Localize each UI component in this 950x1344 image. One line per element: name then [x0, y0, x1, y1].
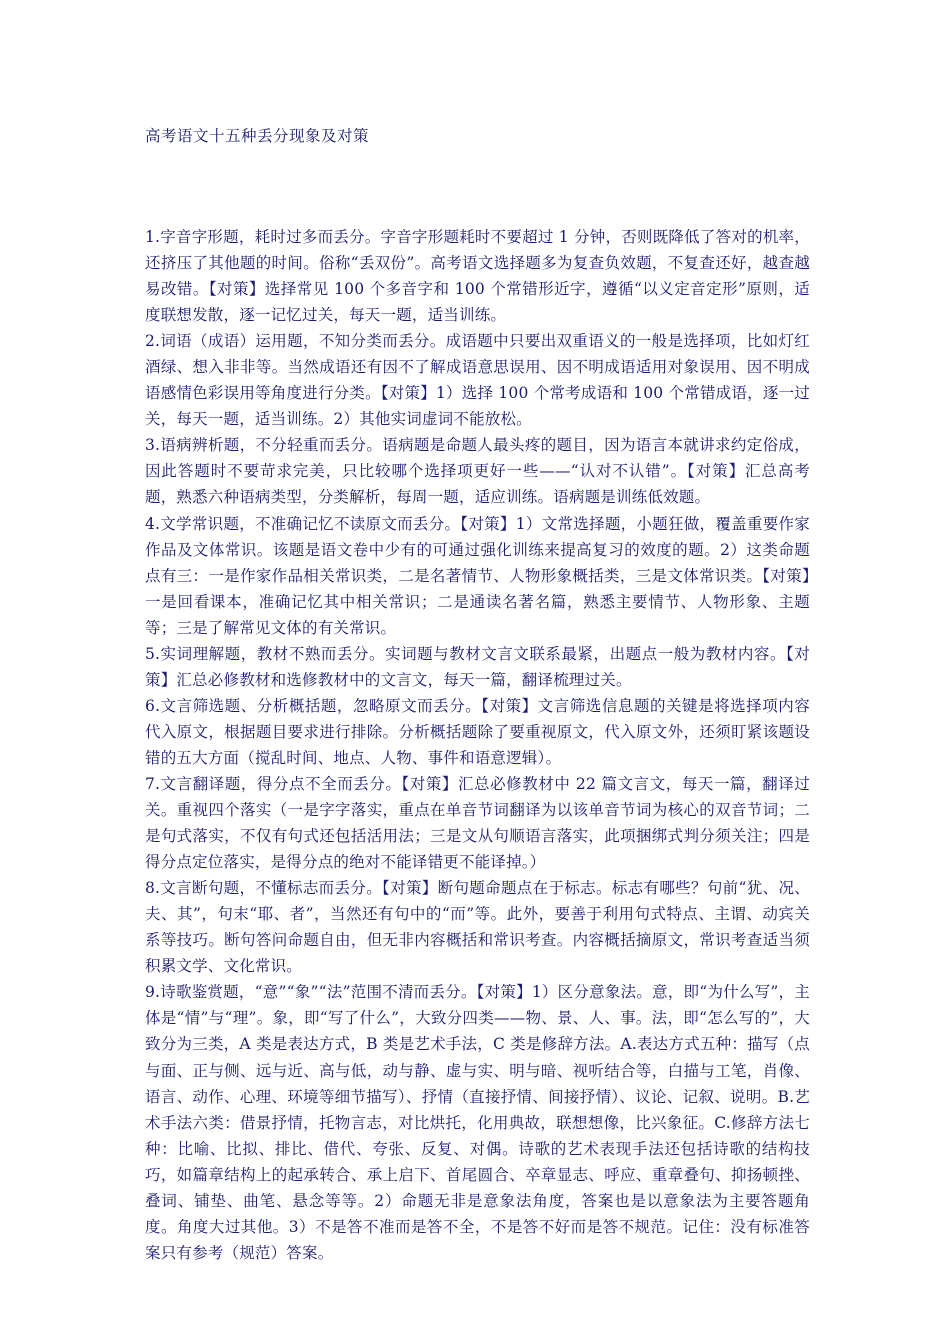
paragraph-9: 9.诗歌鉴赏题，“意”“象”“法”范围不清而丢分。【对策】1）区分意象法。意，即“为什么写”，主体是“情”与“理”。象，即“写了什么”，大致分四类——物、景、人、事。法，即“怎么写的”，大致分为三类，A 类是表达方式，B 类是艺术手法，C 类是修辞方法。A.表达方式五种：描写（点与面、正与侧、远与近、高与低，动与静、虚与实、明与暗、视听结合等，白描与工笔，肖像、语言、动作、心理、环境等细节描写）、抒情（直接抒情、间接抒情）、议论、记叙、说明。B.艺术手法六类：借景抒情，托物言志，对比烘托，化用典故，联想想像，比兴象征。C.修辞方法七种：比喻、比拟、排比、借代、夸张、反复、对偶。诗歌的艺术表现手法还包括诗歌的结构技巧，如篇章结构上的起承转合、承上启下、首尾圆合、卒章显志、呼应、重章叠句、抑扬顿挫、叠词、铺垫、曲笔、悬念等等。2）命题无非是意象法角度，答案也是以意象法为主要答题角度。角度大过其他。3）不是答不准而是答不全，不是答不好而是答不规范。记住：没有标准答案只有参考（规范）答案。	[145, 983, 810, 1262]
paragraph-8: 8.文言断句题，不懂标志而丢分。【对策】断句题命题点在于标志。标志有哪些？句前“犹、况、夫、其”，句末“耶、者”，当然还有句中的“而”等。此外，要善于利用句式特点、主谓、动宾关系等技巧。断句答问命题自由，但无非内容概括和常识考查。内容概括摘原文，常识考查适当须积累文学、文化常识。	[145, 879, 810, 976]
paragraph-1: 1.字音字形题，耗时过多而丢分。字音字形题耗时不要超过 1 分钟，否则既降低了答对的机率，还挤压了其他题的时间。俗称“丢双份”。高考语文选择题多为复查负效题，不复查还好，越查越易改错。【对策】选择常见 100 个多音字和 100 个常错形近字，遵循“以义定音定形”原则，适度联想发散，逐一记忆过关，每天一题，适当训练。	[145, 228, 810, 325]
paragraph-4: 4.文学常识题，不准确记忆不读原文而丢分。【对策】1）文常选择题，小题狂做，覆盖重要作家作品及文体常识。该题是语文卷中少有的可通过强化训练来提高复习的效度的题。2）这类命题点有三：一是作家作品相关常识类，二是名著情节、人物形象概括类，三是文体常识类。【对策】一是回看课本，准确记忆其中相关常识；二是通读名著名篇，熟悉主要情节、人物形象、主题等；三是了解常见文体的有关常识。	[145, 514, 810, 637]
document-title: 高考语文十五种丢分现象及对策	[145, 127, 370, 145]
paragraph-6: 6.文言筛选题、分析概括题，忽略原文而丢分。【对策】文言筛选信息题的关键是将选择项内容代入原文，根据题目要求进行排除。分析概括题除了要重视原文，代入原文外，还须盯紧该题设错的五大方面（搅乱时间、地点、人物、事件和语意逻辑）。	[145, 696, 810, 767]
paragraph-5: 5.实词理解题，教材不熟而丢分。实词题与教材文言文联系最紧，出题点一般为教材内容。【对策】汇总必修教材和选修教材中的文言文，每天一篇，翻译梳理过关。	[145, 644, 810, 689]
paragraph-2: 2.词语（成语）运用题，不知分类而丢分。成语题中只要出双重语义的一般是选择项，比如灯红酒绿、想入非非等。当然成语还有因不了解成语意思误用、因不明成语适用对象误用、因不明成语感情色彩误用等角度进行分类。【对策】1）选择 100 个常考成语和 100 个常错成语，逐一过关，每天一题，适当训练。2）其他实词虚词不能放松。	[145, 332, 810, 429]
paragraph-3: 3.语病辨析题，不分轻重而丢分。语病题是命题人最头疼的题目，因为语言本就讲求约定俗成，因此答题时不要苛求完美，只比较哪个选择项更好一些——“认对不认错”。【对策】汇总高考题，熟悉六种语病类型，分类解析，每周一题，适应训练。语病题是训练低效题。	[145, 436, 810, 507]
document-body	[145, 224, 810, 1266]
paragraph-7: 7.文言翻译题，得分点不全而丢分。【对策】汇总必修教材中 22 篇文言文，每天一篇，翻译过关。重视四个落实（一是字字落实，重点在单音节词翻译为以该单音节词为核心的双音节词；二是句式落实，不仅有句式还包括活用法；三是文从句顺语言落实，此项捆绑式判分须关注；四是得分点定位落实，是得分点的绝对不能译错更不能译掉。）	[145, 774, 810, 872]
